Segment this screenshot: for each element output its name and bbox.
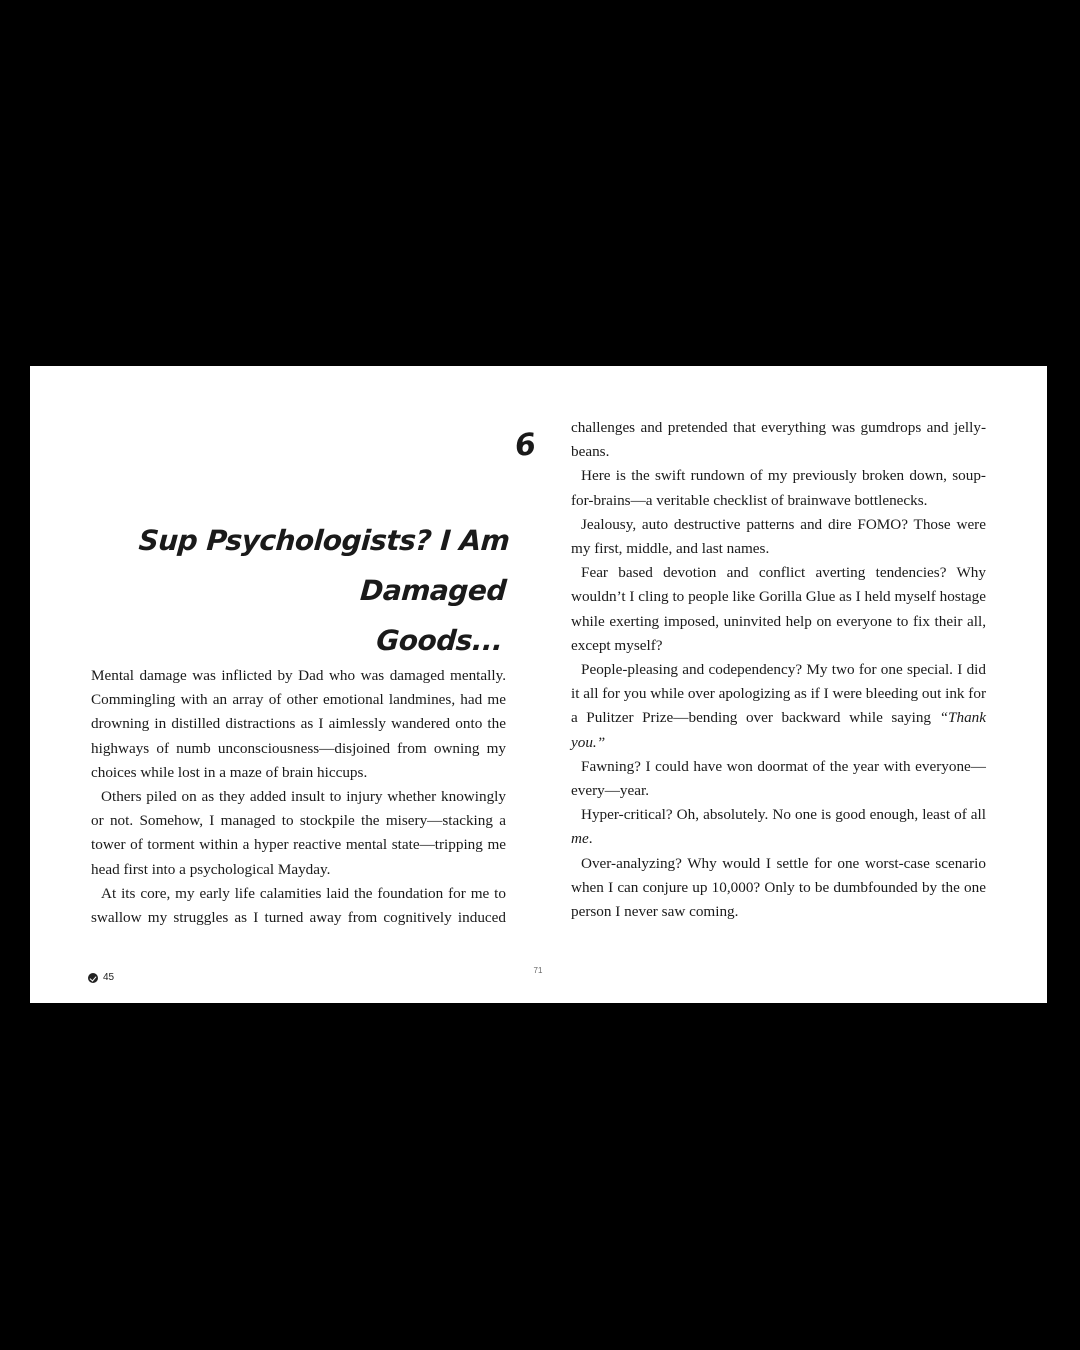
chapter-number: 6	[513, 427, 537, 464]
paragraph-text: Hyper-critical? Oh, absolutely. No one is good enough, least of all	[581, 806, 986, 824]
paragraph: At its core, my early life calamities laid the foundation for me to swallow my struggles as I turned away from cognitively induced	[91, 884, 506, 927]
paragraph: Jealousy, auto destructive patterns and dire FOMO? Those were my first, middle, and last names.	[571, 515, 986, 558]
paragraph: Fawning? I could have won doormat of the year with everyone—every—year.	[571, 757, 986, 800]
paragraph: Fear based devotion and conflict averting tendencies? Why wouldn’t I cling to people like Gorilla Glue as I held myself hostage while exerting imposed, uninvited help on everyone to fix their all, except myself?	[571, 564, 986, 654]
paragraph: Over-analyzing? Why would I settle for one worst-case scenario when I can conjure up 10,000? Only to be dumbfounded by the one person I never saw coming.	[571, 854, 986, 921]
paragraph-end: .	[588, 830, 593, 848]
paragraph-text: People-pleasing and codependency? My two for one special. I did it all for you while over apologizing as if I were bleeding out ink for a Pulitzer Prize—bending over backward while saying	[571, 661, 987, 727]
counter-value: 45	[103, 972, 115, 983]
page-number: 71	[533, 966, 543, 975]
book-spread	[30, 366, 1047, 1003]
chapter-title-line-2: Goods...	[375, 624, 504, 657]
right-column	[571, 416, 986, 924]
paragraph: Mental damage was inflicted by Dad who was damaged mentally. Commingling with an array of other emotional landmines, had me drowning in distilled distractions as I aimlessly wandered onto the highways of numb unconsciousness—disjoined from owning my choices while lost in a maze of brain hiccups.	[91, 667, 506, 781]
paragraph: Others piled on as they added insult to injury whether knowingly or not. Somehow, I managed to stockpile the misery—stacking a tower of torment within a hyper reactive mental state—tripping me head first into a psychological Mayday.	[91, 788, 506, 878]
paragraph	[571, 803, 986, 851]
emphasis-italic: me	[571, 830, 589, 848]
paragraph	[571, 658, 986, 755]
footer-counter	[88, 972, 114, 983]
paragraph: Here is the swift rundown of my previously broken down, soup-for-brains—a veritable checklist of brainwave bottlenecks.	[571, 467, 986, 509]
quote-italic: “Thank you.”	[571, 709, 986, 751]
paragraph: challenges and pretended that everything was gumdrops and jelly-beans.	[571, 419, 986, 461]
check-badge-icon	[88, 973, 98, 983]
chapter-title	[85, 516, 511, 666]
left-column	[91, 664, 506, 930]
chapter-title-line-1: Sup Psychologists? I Am Damaged	[137, 524, 511, 607]
